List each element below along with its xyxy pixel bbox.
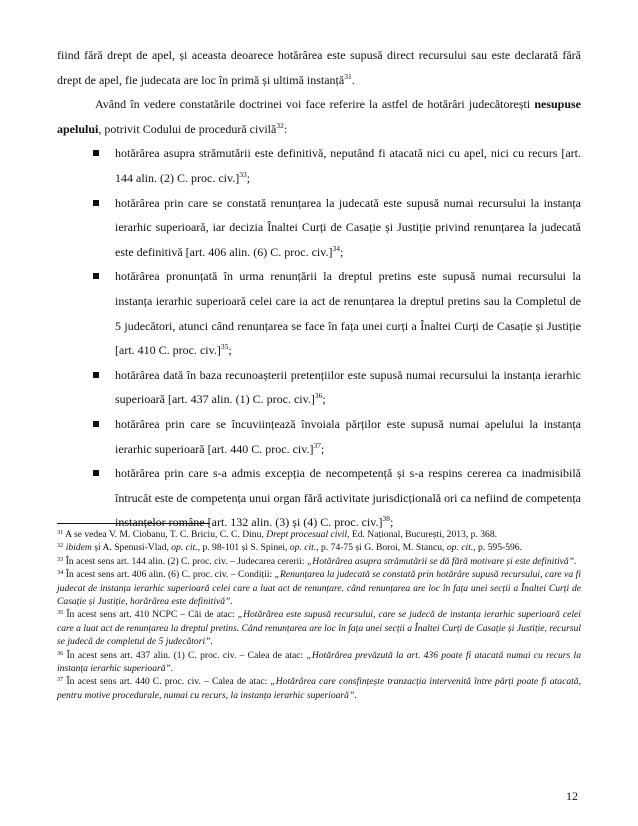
bullet-text: hotărârea prin care se încuviințează învoiala părților este supusă numai apelului la instanța ierarhic superioară [art. 440 C. proc. civ.] [115, 416, 581, 456]
footnote-number: 35 [57, 609, 64, 617]
footnote-text: În acest sens art. 406 alin. (6) C. proc. civ. – Condiții: [63, 569, 275, 581]
footnote-italic: „Renunțarea la judecată se constată prin hotărâre supusă recursului, care va fi judecat de instanța ierarhic superioară celei care a luat act de renunțare. când renunțarea are loc în fața unei secții a Înaltei Curți de Casație și Justiție, horărârea este definitivă”. [57, 569, 581, 608]
footnote-number: 34 [57, 569, 64, 577]
footnote-italic: „Hotărârea este supusă recursului, care se judecă de instanța ierarhic superioară celei care a luat act de renunțarea la dreptul pretins. Când renunțarea are loc în fața unei secții a Înaltei Curți de Casație și Justiție, recursul se judecă de completul de 5 judecători”. [57, 609, 581, 648]
footnote-37 [57, 675, 581, 702]
body-text [57, 43, 581, 535]
bullet-list [57, 141, 581, 535]
square-bullet-icon [93, 372, 99, 378]
footnote-35 [57, 608, 581, 648]
bullet-text: hotărârea pronunțată în urma renunțării la dreptul pretins este supusă numai recursului la instanța ierarhic superioară celei care ia act de renunțarea la dreptul pretins sau la Completul de 5 judecători, atunci când renunțarea se face în fața unei curți a Înaltei Curți de Casație și Justiție [art. 410 C. proc. civ.] [115, 269, 581, 358]
footnote-number: 32 [57, 542, 64, 550]
footnote-italic: op. cit. [446, 542, 474, 554]
bullet-end: ; [322, 392, 326, 407]
bullet-end: ; [320, 441, 325, 456]
bullet-end: ; [339, 244, 344, 259]
lead-text: Având în vedere constatările doctrinei voi face referire la astfel de hotărâri judecătorești [95, 97, 535, 112]
footnote-text: . [354, 689, 357, 701]
footnote-ref-34[interactable]: 34 [332, 243, 340, 253]
footnote-separator [57, 523, 210, 524]
square-bullet-icon [93, 273, 99, 279]
footnote-33 [57, 555, 581, 568]
footnote-31 [57, 528, 581, 541]
bullet-text: hotărârea asupra strămutării este definitivă, neputând fi atacată nici cu apel, nici cu recurs [art. 144 alin. (2) C. proc. civ.] [115, 146, 581, 185]
footnote-ref-38[interactable]: 38 [382, 514, 390, 524]
footnote-text: A se vedea V. M. Ciobanu, T. C. Briciu, C. C. Dinu, [63, 529, 267, 540]
footnote-text: , p. 595-596. [473, 542, 522, 554]
bullet-item [57, 264, 581, 362]
footnote-ref-31[interactable]: 31 [344, 71, 352, 81]
bullet-item [57, 141, 581, 190]
lead-text-mid: , potrivit Codului de procedură civilă [98, 121, 277, 136]
footnote-ref-37[interactable]: 37 [313, 440, 321, 450]
footnote-32 [57, 541, 581, 554]
footnote-34 [57, 568, 581, 608]
footnote-text: și A. Spenusi-Vlad, [91, 542, 172, 554]
footnote-italic: op. cit. [171, 542, 198, 554]
footnote-text: În acest sens art. 410 NCPC – Căi de atac: [63, 609, 238, 621]
footnote-ref-33[interactable]: 33 [239, 169, 247, 179]
footnote-italic: Drept procesual civil [266, 529, 348, 540]
footnote-text: , Ed. Național, București, 2013, p. 368. [347, 529, 498, 540]
footnote-text: În acest sens art. 440 C. proc. civ. – Calea de atac: [63, 676, 271, 688]
bullet-text: hotărârea prin care se constată renunțarea la judecată este supusă numai recursului la instanța ierarhic superioară, iar decizia Înaltei Curți de Casație și Justiție privind renunțarea la judecată este definitivă [art. 406 alin. (6) C. proc. civ.] [115, 195, 581, 259]
bullet-text: hotărârea prin care s-a admis excepția de necompetență și s-a respins cererea ca inadmisibilă întrucât este de competența unui organ fără activitate jurisdicțională ori ca nefiind de competența instanțelor române [art. 132 alin. (3) și (4) C. proc. civ.] [115, 466, 581, 530]
square-bullet-icon [93, 421, 99, 427]
square-bullet-icon [93, 200, 99, 206]
footnote-number: 33 [57, 555, 64, 563]
footnote-ref-35[interactable]: 35 [220, 342, 229, 352]
bullet-text: hotărârea dată în baza recunoașterii pretențiilor este supusă numai recursului la instanța ierarhic superioară [art. 437 alin. (1) C. proc. civ.] [115, 367, 581, 407]
footnote-number: 31 [57, 529, 64, 536]
bullet-end: ; [389, 515, 394, 530]
footnote-text: În acest sens art. 144 alin. (2) C. proc. civ. – Judecarea cererii: [63, 555, 307, 567]
footnote-italic: „Hotărârea asupra strămutării se dă fără motivare și este definitivă”. [306, 555, 577, 567]
footnote-text: , p. 74-75 și G. Boroi, M. Stancu, [316, 542, 447, 554]
bullet-item [57, 191, 581, 265]
lead-end: : [283, 121, 288, 136]
footnote-number: 36 [57, 649, 64, 657]
footnote-italic: ibidem [65, 542, 92, 554]
bullet-item [57, 363, 581, 412]
bullet-end: ; [228, 343, 232, 358]
footnote-italic: „Hotărârea prevăzută la art. 436 poate fi atacată numai cu recurs la instanța ierarhic superioară”. [57, 649, 581, 675]
footnote-36 [57, 649, 581, 676]
footnote-italic: „Hotărârea care consfințește tranzacția intervenită între părți poate fi atacată, pentru motive procedurale, numai cu recurs, la instanța ierarhic superioară” [57, 676, 581, 701]
footnote-text: În acest sens art. 437 alin. (1) C. proc. civ. – Calea de atac: [63, 649, 307, 661]
intro-text: fiind fără drept de apel, și aceasta deoarece hotărârea este supusă direct recursului sau este declarată fără drept de apel, fie judecata are loc în primă și ultimă instanță [57, 48, 581, 87]
footnote-text: , p. 98-101 și S. Spinei, [197, 542, 290, 554]
footnote-ref-32[interactable]: 32 [276, 120, 284, 130]
lead-bold-term: nesupuse apelului [57, 97, 581, 136]
footnote-number: 37 [57, 676, 64, 684]
square-bullet-icon [93, 470, 99, 476]
lead-paragraph [57, 92, 581, 141]
bullet-end: ; [246, 170, 251, 185]
bullet-item [57, 412, 581, 461]
intro-end: . [351, 72, 355, 87]
footnote-italic: op. cit. [289, 542, 317, 554]
intro-paragraph [57, 43, 581, 92]
square-bullet-icon [93, 150, 99, 156]
page-number: 12 [566, 789, 578, 803]
footnotes [57, 528, 581, 702]
footnote-ref-36[interactable]: 36 [314, 391, 323, 401]
